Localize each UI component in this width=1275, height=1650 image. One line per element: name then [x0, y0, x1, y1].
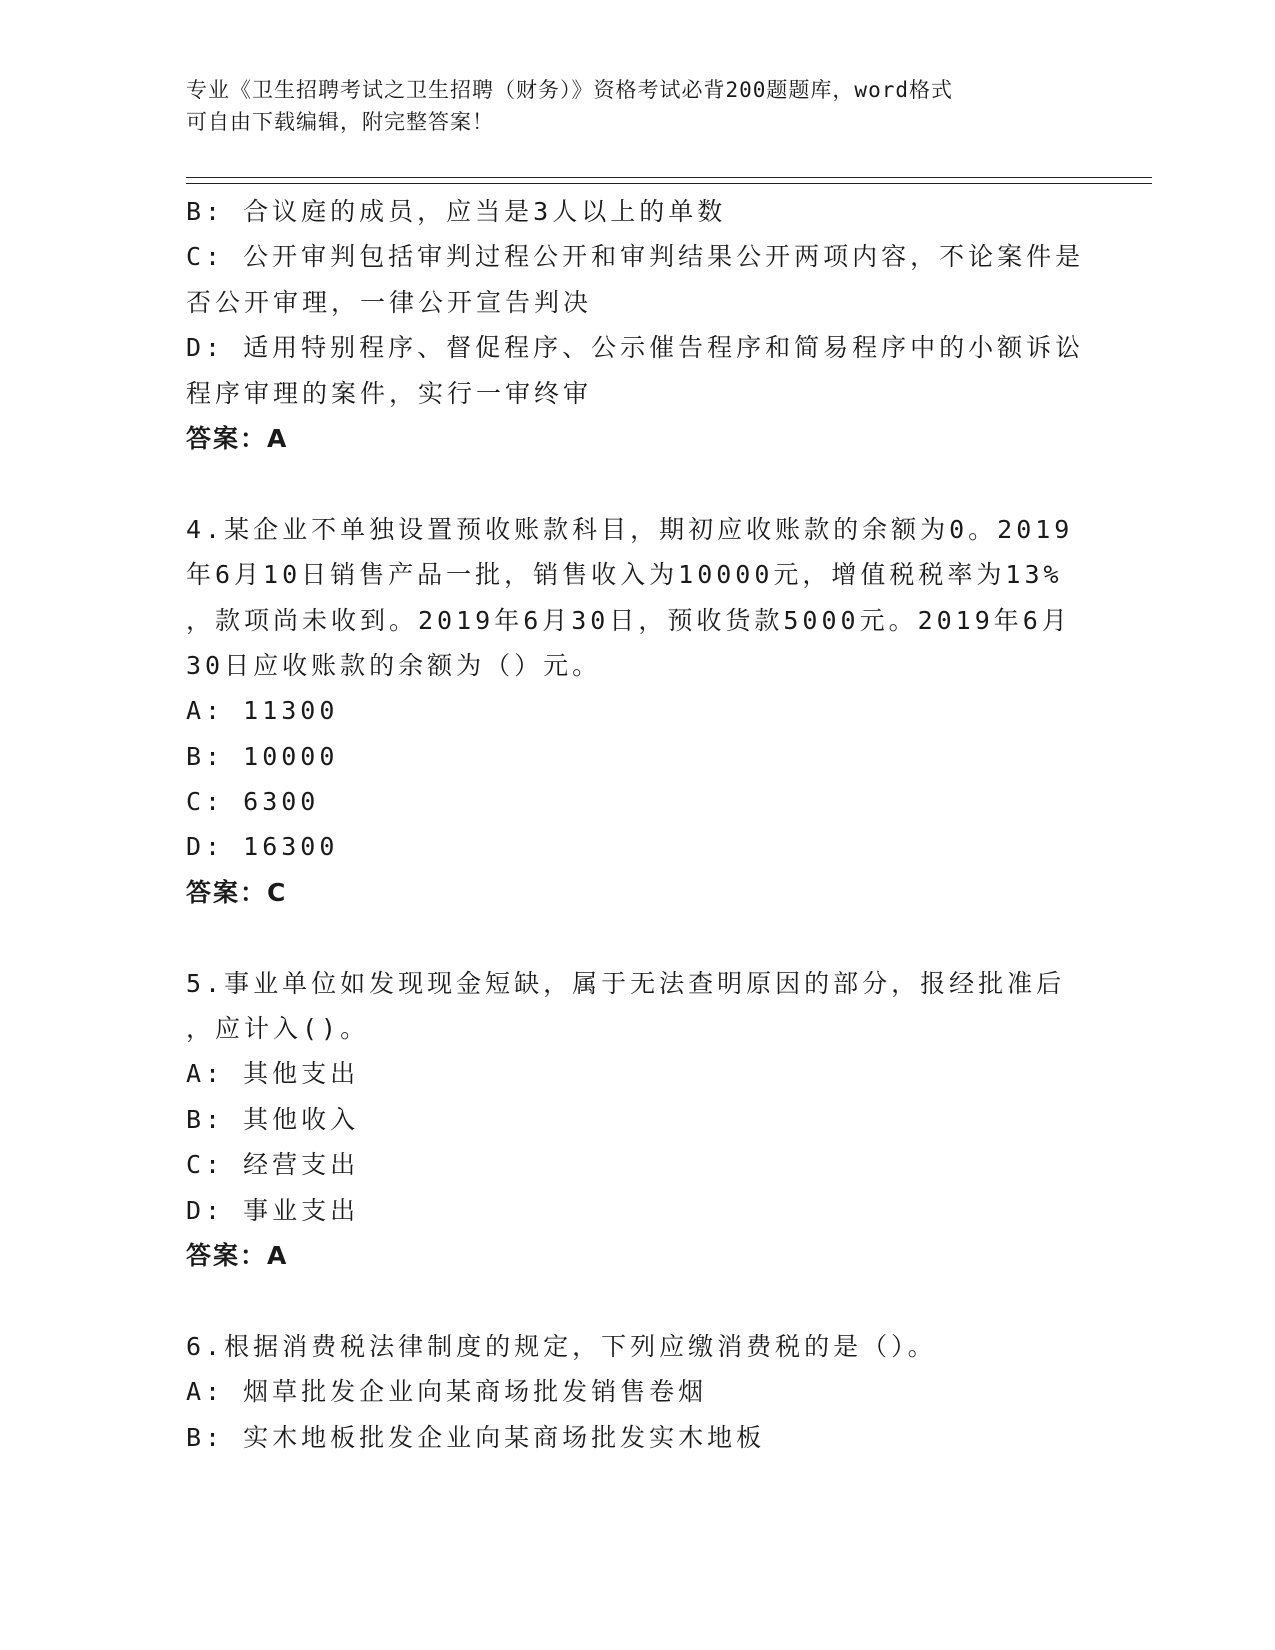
- header-rule-top: [186, 177, 1152, 178]
- answer: 答案：A: [186, 423, 289, 453]
- header-title-line-2: 可自由下载编辑，附完整答案！: [186, 110, 494, 134]
- option-d: D: 16300: [186, 832, 339, 862]
- option-b: B: 10000: [186, 741, 339, 771]
- option-b: B: 其他收入: [186, 1104, 360, 1134]
- option-d: D: 事业支出: [186, 1195, 360, 1225]
- option-d-line-1: D: 适用特别程序、督促程序、公示催告程序和简易程序中的小额诉讼: [186, 333, 1085, 363]
- header-rule-bottom: [186, 183, 1152, 184]
- question-stem-line-3: ，款项尚未收到。2019年6月30日，预收货款5000元。2019年6月: [186, 605, 1071, 635]
- option-c: C: 经营支出: [186, 1150, 360, 1180]
- option-b: B: 合议庭的成员，应当是3人以上的单数: [186, 197, 727, 226]
- option-a: A: 其他支出: [186, 1059, 360, 1089]
- question-6: [186, 1324, 1086, 1460]
- document-header: [186, 74, 1066, 138]
- option-c-line-1: C: 公开审判包括审判过程公开和审判结果公开两项内容，不论案件是: [186, 242, 1085, 272]
- option-c-line-2: 否公开审理，一律公开宣告判决: [186, 287, 593, 317]
- option-a: A: 烟草批发企业向某商场批发销售卷烟: [186, 1377, 708, 1407]
- question-stem-line-1: 4.某企业不单独设置预收账款科目，期初应收账款的余额为0。2019: [186, 514, 1074, 544]
- answer: 答案：C: [186, 877, 288, 907]
- option-a: A: 11300: [186, 696, 339, 726]
- question-stem-line-1: 5.事业单位如发现现金短缺，属于无法查明原因的部分，报经批准后: [186, 968, 1066, 998]
- question-3: [186, 189, 1086, 461]
- question-stem-line-4: 30日应收账款的余额为（）元。: [186, 650, 602, 680]
- question-5: [186, 961, 1086, 1279]
- document-body: [186, 189, 1086, 1460]
- option-c: C: 6300: [186, 787, 320, 817]
- question-stem-line-1: 6.根据消费税法律制度的规定，下列应缴消费税的是（）。: [186, 1331, 937, 1361]
- question-stem-line-2: 年6月10日销售产品一批，销售收入为10000元，增值税税率为13%: [186, 560, 1063, 590]
- option-d-line-2: 程序审理的案件，实行一审终审: [186, 378, 593, 408]
- header-title-line-1: 专业《卫生招聘考试之卫生招聘（财务）》资格考试必背200题题库，word格式: [186, 78, 953, 102]
- question-stem-line-2: ，应计入()。: [186, 1014, 370, 1044]
- option-b: B: 实木地板批发企业向某商场批发实木地板: [186, 1422, 766, 1452]
- answer: 答案：A: [186, 1240, 289, 1270]
- question-4: [186, 507, 1086, 916]
